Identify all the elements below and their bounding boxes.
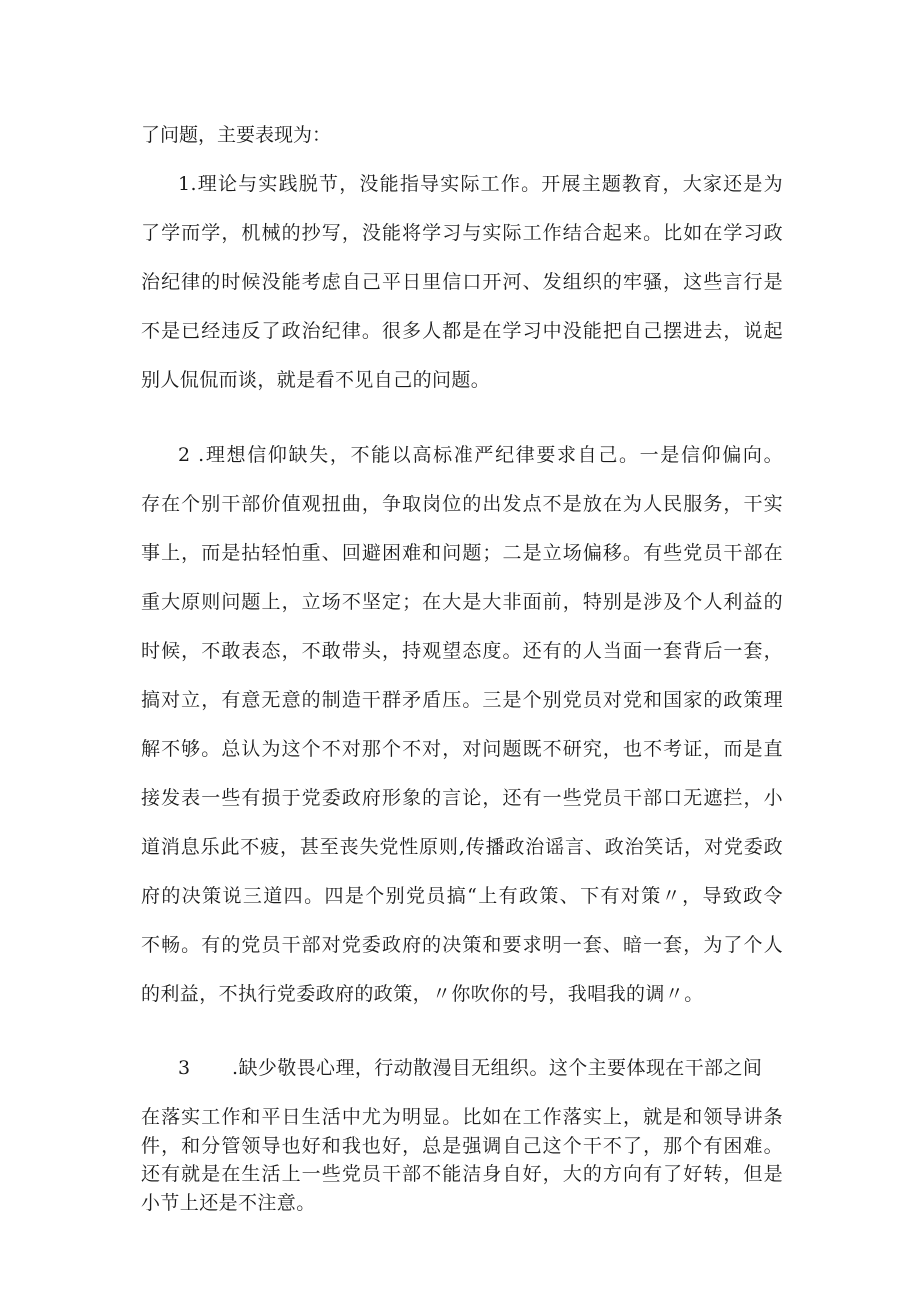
item3-line-5: 小节上还是不注意。 — [141, 1192, 316, 1214]
item3-line-3: 件，和分管领导也好和我也好，总是强调自己这个干不了，那个有困难。 — [141, 1135, 783, 1157]
item1-line-5: 别人侃侃而谈，就是看不见自己的问题。 — [141, 369, 491, 391]
item2-line-5: 时候，不敢表态，不敢带头，持观望态度。还有的人当面一套背后一套， — [141, 640, 783, 662]
item1-line-2: 了学而学，机械的抄写，没能将学习与实际工作结合起来。比如在学习政 — [141, 222, 783, 244]
item2-line-10: 府的决策说三道四。四是个别党员搞“上有政策、下有对策〃，导致政令 — [141, 885, 783, 907]
item3-line-2: 在落实工作和平日生活中尤为明显。比如在工作落实上，就是和领导讲条 — [141, 1106, 783, 1128]
item2-line-3: 事上，而是拈轻怕重、回避困难和问题；二是立场偏移。有些党员干部在 — [141, 542, 783, 564]
item1-line-1: 1.理论与实践脱节，没能指导实际工作。开展主题教育，大家还是为 — [178, 173, 783, 195]
item2-line-6: 搞对立，有意无意的制造干群矛盾压。三是个别党员对党和国家的政策理 — [141, 689, 783, 711]
item2-line-11: 不畅。有的党员干部对党委政府的决策和要求明一套、暗一套，为了个人 — [141, 934, 783, 956]
item3-number: 3 — [178, 1057, 191, 1079]
item2-line-4: 重大原则问题上，立场不坚定；在大是大非面前，特别是涉及个人利益的 — [141, 591, 783, 613]
item1-line-4: 不是已经违反了政治纪律。很多人都是在学习中没能把自己摆进去，说起 — [141, 320, 783, 342]
item3-line-4: 还有就是在生活上一些党员干部不能洁身自好，大的方向有了好转，但是 — [141, 1163, 783, 1185]
item1-line-3: 治纪律的时候没能考虑自己平日里信口开河、发组织的牢骚，这些言行是 — [141, 271, 783, 293]
item2-line-12: 的利益，不执行党委政府的政策，〃你吹你的号，我唱我的调〃。 — [141, 983, 704, 1005]
item3-first-line-text: .缺少敬畏心理，行动散漫目无组织。这个主要体现在干部之间 — [232, 1057, 763, 1079]
item2-line-2: 存在个别干部价值观扭曲，争取岗位的出发点不是放在为人民服务，干实 — [141, 493, 783, 515]
item3-line-1 — [178, 1053, 783, 1080]
intro-line: 了问题，主要表现为： — [141, 124, 332, 146]
item2-line-8: 接发表一些有损于党委政府形象的言论，还有一些党员干部口无遮拦，小 — [141, 787, 783, 809]
item2-line-9: 道消息乐此不疲，甚至丧失党性原则,传播政治谣言、政治笑话，对党委政 — [141, 836, 783, 858]
item2-line-1: 2 .理想信仰缺失，不能以高标准严纪律要求自己。一是信仰偏向。 — [178, 444, 783, 466]
item2-line-7: 解不够。总认为这个不对那个不对，对问题既不研究，也不考证，而是直 — [141, 738, 783, 760]
